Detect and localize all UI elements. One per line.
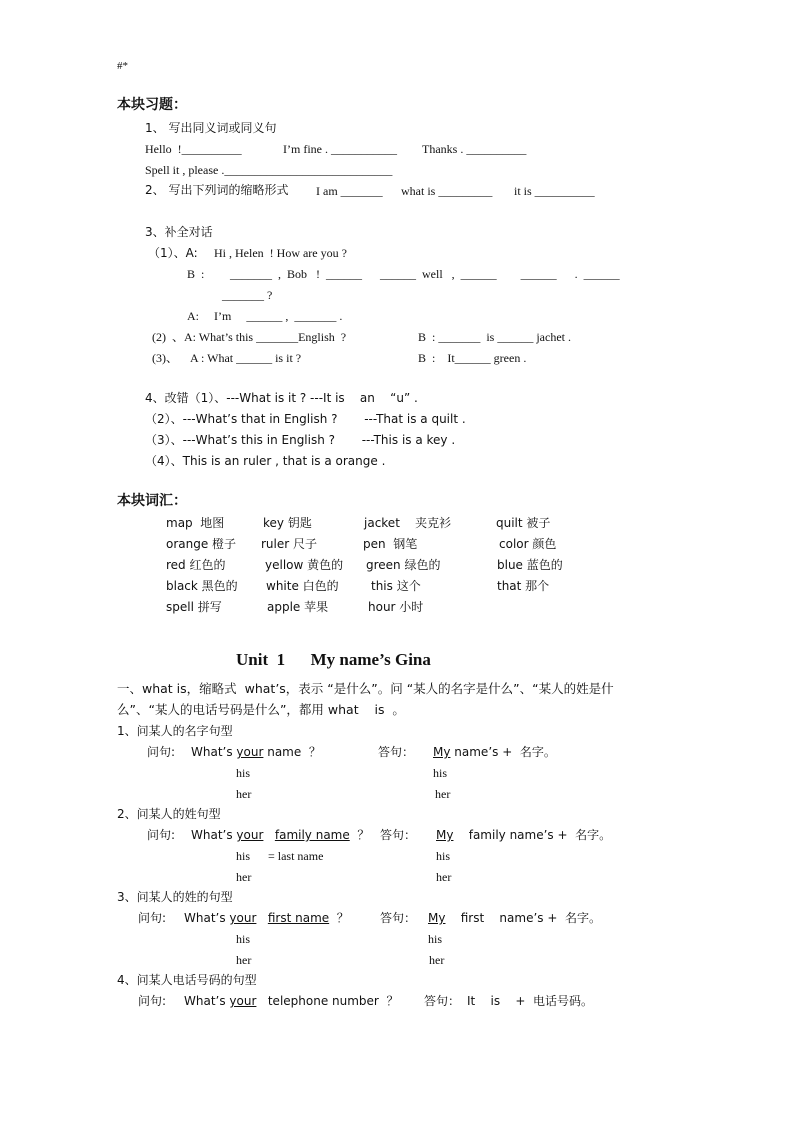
exercise-3-title: 3、补全对话: [145, 225, 213, 239]
dialogue-2-line-b: B : _______ is ______ jachet .: [418, 330, 571, 344]
pattern-3-title: 3、问某人的姓的句型: [117, 890, 233, 904]
pronoun-her: her: [435, 787, 451, 801]
answer-label: 答句：: [424, 994, 461, 1008]
exercises-heading: 本块习题：: [117, 97, 187, 113]
unit-intro-line-1: 一、what is，缩略式 what’s，表示 “是什么”。问 “某人的名字是什么”、“某人的姓是什: [117, 681, 614, 696]
pronoun-her: her: [429, 953, 445, 967]
exercise-1-title: 1、 写出同义词或同义句: [145, 121, 277, 135]
exercise-1-item-hello: Hello !__________: [145, 142, 242, 156]
pattern-1-answer: My name’s + 名字。: [433, 745, 556, 759]
vocab-item: blue 蓝色的: [497, 558, 563, 572]
vocab-item: apple 苹果: [267, 600, 329, 614]
pattern-2-title: 2、问某人的姓句型: [117, 807, 221, 821]
vocab-item: yellow 黄色的: [265, 558, 344, 572]
dialogue-1-label: （1）、A:: [148, 246, 198, 260]
dialogue-1-line-b2: _______ ?: [222, 288, 273, 302]
exercise-1-item-fine: I’m fine . ___________: [283, 142, 397, 156]
pronoun-his: his: [236, 932, 251, 946]
answer-label: 答句：: [380, 828, 417, 842]
vocab-item: pen 钢笔: [363, 537, 418, 551]
vocab-item: jacket 夹克衫: [364, 516, 452, 530]
pattern-2-answer: My family name’s + 名字。: [436, 828, 612, 842]
dialogue-3-line-a: (3)、 A : What ______ is it ?: [152, 351, 302, 365]
pronoun-her: her: [236, 787, 252, 801]
exercise-2-item-what-is: what is _________: [401, 184, 493, 198]
exercise-4-line-1: 4、改错（1）、---What is it ? ---It is an “u” .: [145, 391, 418, 405]
question-label: 问句:: [138, 911, 167, 925]
pronoun-his: his: [433, 766, 448, 780]
exercise-4-line-4: （4）、This is an ruler , that is a orange .: [145, 454, 386, 468]
pattern-4-answer: It is + 电话号码。: [467, 994, 594, 1008]
pattern-1-title: 1、问某人的名字句型: [117, 724, 233, 738]
pattern-3-answer: My first name’s + 名字。: [428, 911, 602, 925]
vocab-item: this 这个: [371, 579, 421, 593]
exercise-4-line-2: （2）、---What’s that in English ? ---That is a quilt .: [145, 412, 466, 426]
dialogue-1-line-a: Hi , Helen ! How are you ?: [214, 246, 347, 260]
pattern-3-question: What’s your first name ？: [184, 911, 349, 925]
vocab-item: white 白色的: [266, 579, 339, 593]
pattern-2-question: What’s your family name ？: [191, 828, 370, 842]
vocab-item: key 钥匙: [263, 516, 312, 530]
unit-intro-line-2: 么”、“某人的电话号码是什么”，都用 what is 。: [117, 702, 405, 717]
question-label: 问句:: [138, 994, 167, 1008]
answer-label: 答句：: [380, 911, 417, 925]
pattern-4-question: What’s your telephone number ？: [184, 994, 399, 1008]
pattern-1-question: What’s your name ？: [191, 745, 321, 759]
pronoun-his: his: [436, 849, 451, 863]
pronoun-his: his: [236, 766, 251, 780]
pronoun-her: her: [436, 870, 452, 884]
vocab-item: hour 小时: [368, 600, 424, 614]
dialogue-3-line-b: B : It______ green .: [418, 351, 527, 365]
dialogue-2-line-a: (2) 、A: What’s this _______English ?: [152, 330, 347, 344]
vocab-item: that 那个: [497, 579, 550, 593]
vocab-item: color 颜色: [499, 537, 557, 551]
dialogue-1-b-label: B :: [187, 267, 205, 281]
dialogue-1-line-c: I’m ______ , _______ .: [214, 309, 343, 323]
exercise-2-item-i-am: I am _______: [316, 184, 383, 198]
unit-title: Unit 1 My name’s Gina: [236, 650, 431, 669]
vocab-item: green 绿色的: [366, 558, 441, 572]
vocabulary-heading: 本块词汇：: [117, 493, 187, 509]
vocab-item: quilt 被子: [496, 516, 551, 530]
question-label: 问句:: [147, 828, 176, 842]
question-label: 问句:: [147, 745, 176, 759]
dialogue-1-line-b: _______ , Bob ! ______ ______ well , ______ ______ . ______: [230, 267, 620, 281]
vocab-item: map 地图: [166, 516, 225, 530]
pronoun-his: his: [428, 932, 443, 946]
vocab-item: black 黑色的: [166, 579, 238, 593]
pronoun-his-last-name: his = last name: [236, 849, 324, 863]
exercise-1-item-thanks: Thanks . __________: [422, 142, 527, 156]
vocab-item: ruler 尺子: [261, 537, 318, 551]
exercise-2-title: 2、 写出下列词的缩略形式: [145, 183, 289, 197]
exercise-2-item-it-is: it is __________: [514, 184, 595, 198]
pattern-4-title: 4、问某人电话号码的句型: [117, 973, 257, 987]
exercise-1-item-spell: Spell it , please .____________________________: [145, 163, 393, 177]
pronoun-her: her: [236, 953, 252, 967]
pronoun-her: her: [236, 870, 252, 884]
vocab-item: orange 橙子: [166, 537, 237, 551]
answer-label: 答句：: [378, 745, 415, 759]
dialogue-1-c-label: A:: [187, 309, 199, 323]
vocab-item: spell 拼写: [166, 600, 222, 614]
vocab-item: red 红色的: [166, 558, 226, 572]
exercise-4-line-3: （3）、---What’s this in English ? ---This is a key .: [145, 433, 456, 447]
page-marker: #*: [117, 60, 128, 72]
